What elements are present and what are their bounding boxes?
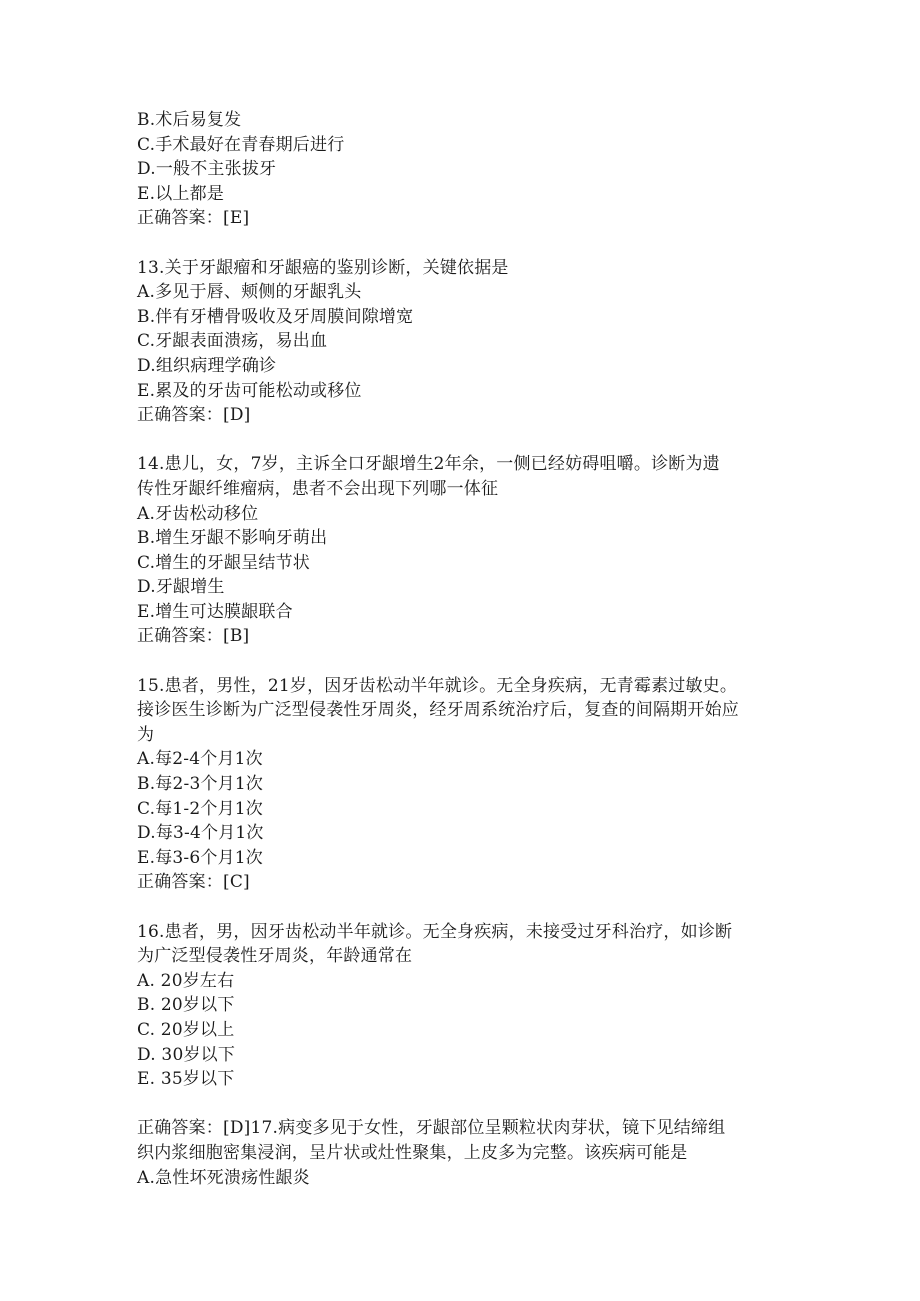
question-block-13 bbox=[137, 256, 787, 428]
spacer bbox=[137, 231, 787, 256]
question-block-15 bbox=[137, 674, 787, 895]
option-e: E. 35岁以下 bbox=[137, 1069, 235, 1090]
option-c: C.每1-2个月1次 bbox=[137, 798, 263, 819]
question-stem-line-2: 为广泛型侵袭性牙周炎，年龄通常在 bbox=[137, 946, 413, 967]
option-a: A.牙齿松动移位 bbox=[137, 503, 259, 524]
option-c: C.增生的牙龈呈结节状 bbox=[137, 552, 311, 573]
option-b: B.术后易复发 bbox=[137, 110, 242, 130]
option-a: A.急性坏死溃疡性龈炎 bbox=[137, 1167, 310, 1188]
option-d: D. 30岁以下 bbox=[137, 1044, 236, 1065]
spacer bbox=[137, 428, 787, 453]
option-b: B.增生牙龈不影响牙萌出 bbox=[137, 528, 328, 549]
option-b: B. 20岁以下 bbox=[137, 995, 235, 1016]
option-d: D.一般不主张拔牙 bbox=[137, 159, 277, 180]
spacer bbox=[137, 649, 787, 674]
option-e: E.增生可达膜龈联合 bbox=[137, 601, 293, 622]
question-stem-line-2: 传性牙龈纤维瘤病，患者不会出现下列哪一体征 bbox=[137, 478, 499, 499]
question-stem: 13.关于牙龈瘤和牙龈癌的鉴别诊断，关键依据是 bbox=[137, 257, 509, 278]
question-block-16 bbox=[137, 920, 787, 1092]
option-b: B.伴有牙槽骨吸收及牙周膜间隙增宽 bbox=[137, 306, 414, 327]
option-c: C.手术最好在青春期后进行 bbox=[137, 134, 345, 155]
option-c: C. 20岁以上 bbox=[137, 1019, 235, 1040]
option-d: D.组织病理学确诊 bbox=[137, 355, 277, 376]
option-b: B.每2-3个月1次 bbox=[137, 774, 264, 795]
answer-line: 正确答案：[C] bbox=[137, 872, 250, 893]
option-e: E.累及的牙齿可能松动或移位 bbox=[137, 380, 362, 401]
answer-line: 正确答案：[D] bbox=[137, 405, 251, 426]
option-a: A.多见于唇、颊侧的牙龈乳头 bbox=[137, 282, 362, 303]
question-block-12-tail bbox=[137, 108, 787, 231]
option-d: D.每3-4个月1次 bbox=[137, 823, 264, 844]
option-d: D.牙龈增生 bbox=[137, 577, 225, 598]
spacer bbox=[137, 895, 787, 920]
question-stem-line-1: 15.患者，男性，21岁，因牙齿松动半年就诊。无全身疾病，无青霉素过敏史。 bbox=[137, 675, 738, 696]
spacer bbox=[137, 1092, 787, 1117]
question-stem-line-1: 14.患儿，女，7岁，主诉全口牙龈增生2年余，一侧已经妨碍咀嚼。诊断为遗 bbox=[137, 454, 720, 475]
answer-line: 正确答案：[B] bbox=[137, 626, 250, 647]
option-a: A.每2-4个月1次 bbox=[137, 749, 263, 770]
option-e: E.每3-6个月1次 bbox=[137, 847, 264, 868]
question-stem-line-2: 接诊医生诊断为广泛型侵袭性牙周炎，经牙周系统治疗后，复查的间隔期开始应 bbox=[137, 700, 739, 721]
answer-and-question-stem-line-1: 正确答案：[D]17.病变多见于女性，牙龈部位呈颗粒状肉芽状，镜下见结缔组 bbox=[137, 1118, 726, 1139]
question-stem-line-2: 织内浆细胞密集浸润，呈片状或灶性聚集，上皮多为完整。该疾病可能是 bbox=[137, 1142, 688, 1163]
document-page bbox=[137, 108, 787, 1190]
option-e: E.以上都是 bbox=[137, 183, 225, 204]
question-block-17 bbox=[137, 1116, 787, 1190]
option-c: C.牙龈表面溃疡，易出血 bbox=[137, 331, 328, 352]
question-stem-line-3: 为 bbox=[137, 724, 155, 745]
question-stem-line-1: 16.患者，男，因牙齿松动半年就诊。无全身疾病，未接受过牙科治疗，如诊断 bbox=[137, 921, 733, 942]
answer-line: 正确答案：[E] bbox=[137, 208, 250, 229]
option-a: A. 20岁左右 bbox=[137, 970, 235, 991]
question-block-14 bbox=[137, 452, 787, 649]
